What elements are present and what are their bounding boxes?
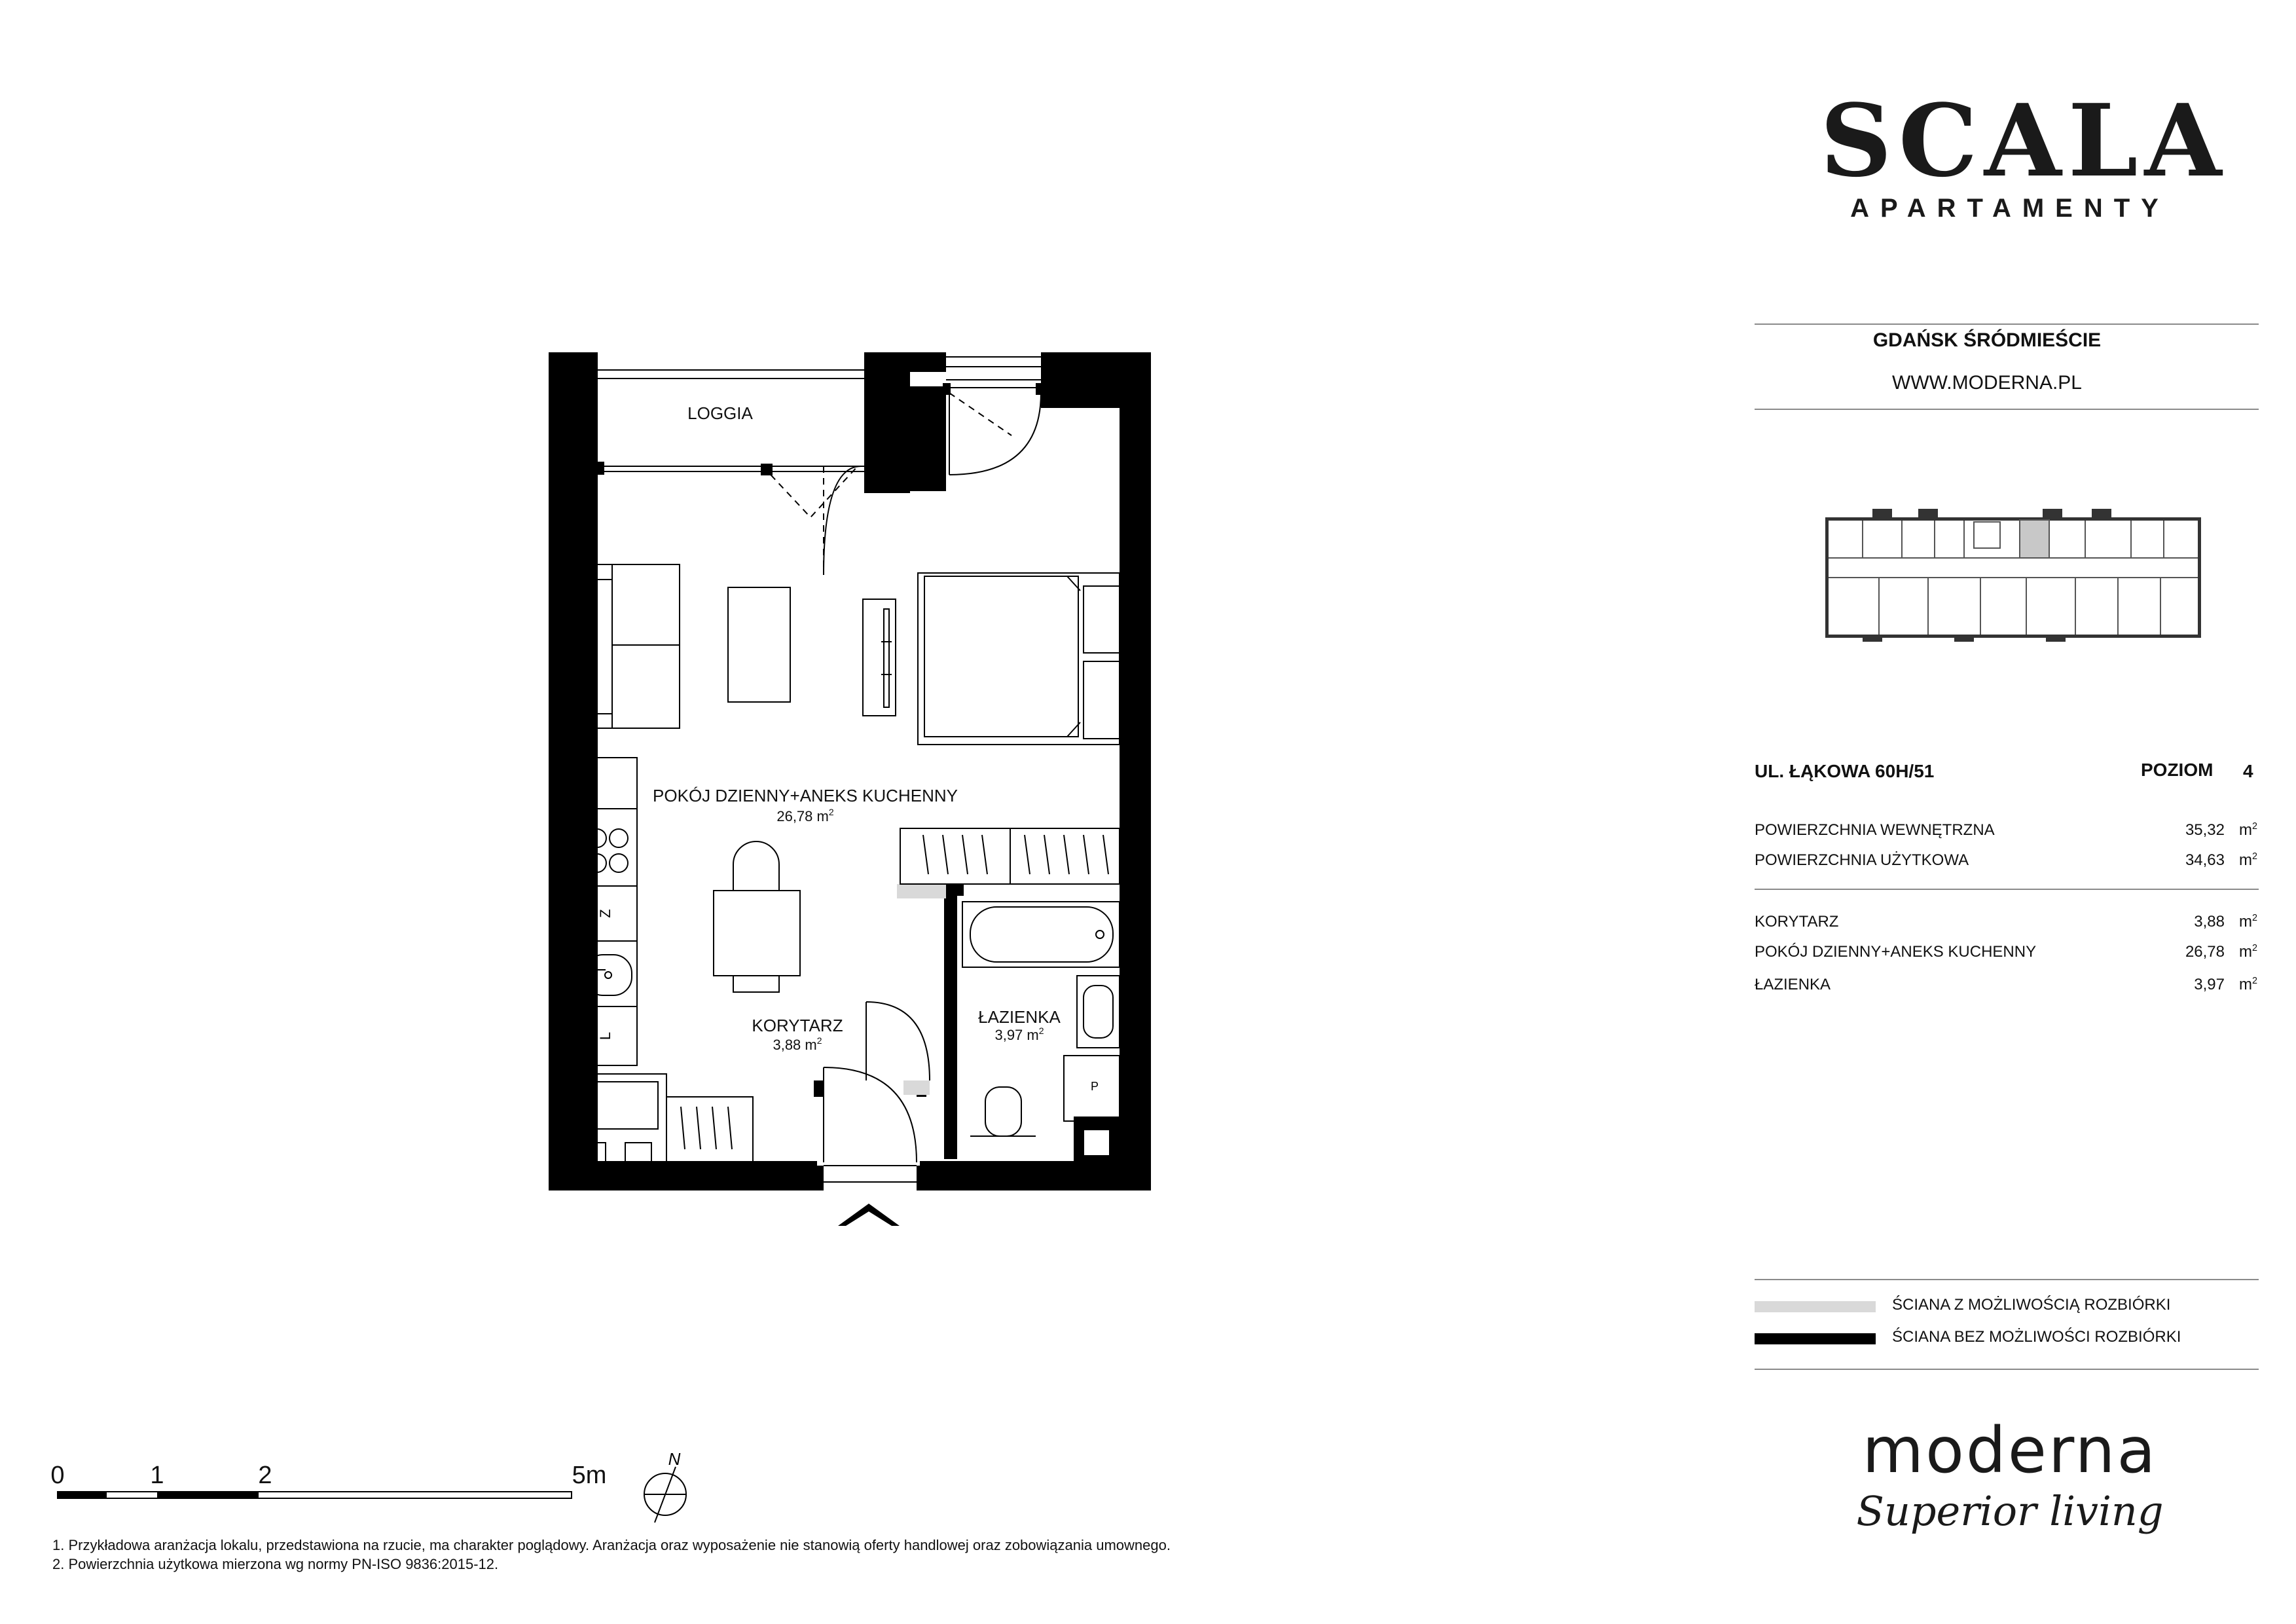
- website-link[interactable]: WWW.MODERNA.PL: [1892, 372, 2082, 394]
- living-room-area: 26,78 $m^2$: [776, 807, 834, 824]
- bath-door-swing: [866, 1002, 930, 1080]
- footnote-1: 1. Przykładowa aranżacja lokalu, przedstawiona na rzucie, ma charakter poglądowy. Aranżacja oraz wyposażenie nie stanowią oferty handlowej oraz zobowiązania umownego.: [52, 1537, 1171, 1553]
- corridor-name: KORYTARZ: [752, 1016, 843, 1035]
- total-label: POWIERZCHNIA WEWNĘTRZNA: [1755, 821, 1995, 839]
- room-value: 3,97: [2194, 976, 2225, 993]
- living-room-name: POKÓJ DZIENNY+ANEKS KUCHENNY: [653, 786, 958, 805]
- scale-tick-0: 0: [50, 1462, 65, 1489]
- scale-tick-1: 1: [150, 1462, 164, 1489]
- scala-logo-subtitle: APARTAMENTY: [1850, 194, 2170, 223]
- dishwasher-label: L: [597, 1031, 613, 1041]
- level-value: 4: [2243, 761, 2253, 781]
- scale-tick-5: 5m: [572, 1462, 607, 1489]
- district-label: GDAŃSK ŚRÓDMIEŚCIE: [1872, 329, 2102, 351]
- legend-label-permanent: ŚCIANA BEZ MOŻLIWOŚCI ROZBIÓRKI: [1892, 1328, 2181, 1346]
- washer-label: P: [1090, 1080, 1099, 1093]
- scale-bar: [50, 1462, 606, 1498]
- room-value: 26,78: [2185, 943, 2225, 961]
- north-arrow: [644, 1449, 686, 1522]
- fridge-label: Z: [597, 909, 613, 918]
- north-label: N: [668, 1449, 681, 1469]
- unit-address: UL. ŁĄKOWA 60H/51: [1755, 761, 1935, 781]
- corridor-area: 3,88 $m^2$: [773, 1035, 822, 1053]
- top-door-swing: [949, 393, 1041, 475]
- unit-m2: $m^2$: [2239, 821, 2258, 839]
- unit-m2: $m^2$: [2239, 851, 2258, 869]
- room-label: ŁAZIENKA: [1755, 976, 1831, 993]
- bathroom-area: 3,97 $m^2$: [994, 1025, 1044, 1043]
- legend-label-removable: ŚCIANA Z MOŻLIWOŚCIĄ ROZBIÓRKI: [1892, 1296, 2171, 1314]
- unit-m2: $m^2$: [2239, 943, 2258, 961]
- bathroom-name: ŁAZIENKA: [978, 1007, 1061, 1027]
- room-label: KORYTARZ: [1755, 913, 1839, 931]
- unit-m2: $m^2$: [2239, 976, 2258, 993]
- loggia-door-swing: [824, 466, 861, 575]
- entrance-arrow: [838, 1204, 900, 1226]
- room-label: POKÓJ DZIENNY+ANEKS KUCHENNY: [1755, 943, 2037, 961]
- total-value: 34,63: [2185, 851, 2225, 869]
- moderna-logo-word: moderna: [1862, 1414, 2158, 1487]
- scale-tick-2: 2: [258, 1462, 272, 1489]
- total-value: 35,32: [2185, 821, 2225, 839]
- moderna-logo-tagline: Superior living: [1856, 1487, 2164, 1535]
- entrance-door-swing: [824, 1067, 917, 1162]
- total-label: POWIERZCHNIA UŻYTKOWA: [1755, 851, 1969, 869]
- level-label: POZIOM: [2141, 760, 2214, 780]
- room-value: 3,88: [2194, 913, 2225, 931]
- unit-m2: $m^2$: [2239, 913, 2258, 931]
- scala-logo-title: SCALA: [1820, 82, 2229, 199]
- footnote-2: 2. Powierzchnia użytkowa mierzona wg normy PN-ISO 9836:2015-12.: [52, 1556, 499, 1572]
- loggia-label: LOGGIA: [687, 403, 753, 423]
